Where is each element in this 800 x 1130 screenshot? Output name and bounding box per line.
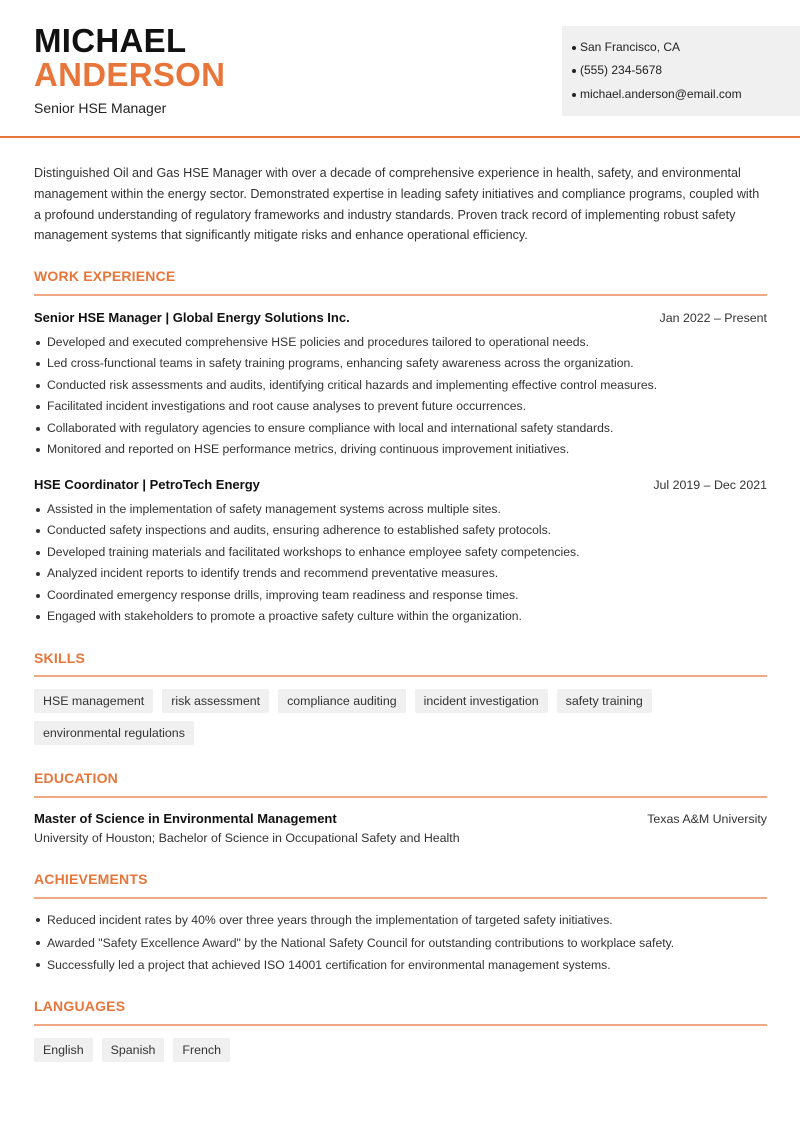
job-title: Senior HSE Manager (34, 100, 167, 116)
skill-tag: safety training (557, 689, 652, 713)
achievement-list (34, 909, 769, 977)
job-title-heading: Senior HSE Manager | Global Energy Solutions Inc. (34, 310, 350, 325)
skill-tag: risk assessment (162, 689, 269, 713)
first-name: MICHAEL (34, 22, 187, 59)
job-bullets (34, 499, 769, 627)
job-dates: Jan 2022 – Present (659, 311, 767, 325)
professional-summary: Distinguished Oil and Gas HSE Manager with over a decade of comprehensive experience in health, safety, and environmental management within the energy sector. Demonstrated expertise in leading safety initiatives and compliance programs, coupled with a profound understanding of regulatory frameworks and industry standards. Proven track record of implementing robust safety management systems that significantly mitigate risks and enhance operational efficiency. (34, 166, 760, 243)
list-item: Developed training materials and facilitated workshops to enhance employee safety competencies. (34, 542, 769, 563)
list-item: Conducted safety inspections and audits, ensuring adherence to established safety protocols. (34, 520, 769, 541)
list-item: Conducted risk assessments and audits, identifying critical hazards and implementing effective control measures. (34, 375, 769, 396)
list-item: Assisted in the implementation of safety management systems across multiple sites. (34, 499, 769, 520)
section-title-languages: LANGUAGES (34, 998, 126, 1014)
list-item: Awarded "Safety Excellence Award" by the National Safety Council for outstanding contributions to workplace safety. (34, 932, 769, 955)
section-title-education: EDUCATION (34, 770, 118, 786)
list-item: Collaborated with regulatory agencies to ensure compliance with local and international safety standards. (34, 418, 769, 439)
section-divider (34, 796, 767, 798)
section-title-skills: SKILLS (34, 650, 85, 666)
language-tag: English (34, 1038, 93, 1062)
job-bullets (34, 332, 769, 460)
skill-tag: HSE management (34, 689, 153, 713)
resume-header (0, 0, 800, 138)
language-tag: French (173, 1038, 230, 1062)
skills-list (34, 689, 769, 745)
list-item: Led cross-functional teams in safety training programs, enhancing safety awareness across the organization. (34, 353, 769, 374)
list-item: Engaged with stakeholders to promote a proactive safety culture within the organization. (34, 606, 769, 627)
contact-email[interactable]: michael.anderson@email.com (580, 87, 742, 101)
education-school: Texas A&M University (647, 812, 767, 826)
section-divider (34, 897, 767, 899)
job-title-heading: HSE Coordinator | PetroTech Energy (34, 477, 260, 492)
list-item: Facilitated incident investigations and root cause analyses to prevent future occurrences. (34, 396, 769, 417)
languages-list (34, 1038, 769, 1062)
section-divider (34, 1024, 767, 1026)
list-item: Analyzed incident reports to identify trends and recommend preventative measures. (34, 563, 769, 584)
section-divider (34, 294, 767, 296)
education-detail: University of Houston; Bachelor of Science in Occupational Safety and Health (34, 831, 460, 845)
section-divider (34, 675, 767, 677)
skill-tag: incident investigation (415, 689, 548, 713)
skill-tag: environmental regulations (34, 721, 194, 745)
list-item: Successfully led a project that achieved ISO 14001 certification for environmental management systems. (34, 954, 769, 977)
contact-box (562, 26, 800, 116)
list-item: Monitored and reported on HSE performance metrics, driving continuous improvement initiatives. (34, 439, 769, 460)
section-title-experience: WORK EXPERIENCE (34, 268, 176, 284)
skill-tag: compliance auditing (278, 689, 406, 713)
list-item: Developed and executed comprehensive HSE policies and procedures tailored to operational needs. (34, 332, 769, 353)
list-item: Coordinated emergency response drills, improving team readiness and response times. (34, 585, 769, 606)
list-item: Reduced incident rates by 40% over three years through the implementation of targeted safety initiatives. (34, 909, 769, 932)
contact-location: San Francisco, CA (580, 40, 681, 54)
section-title-achievements: ACHIEVEMENTS (34, 871, 148, 887)
language-tag: Spanish (102, 1038, 165, 1062)
job-dates: Jul 2019 – Dec 2021 (653, 478, 767, 492)
last-name: ANDERSON (34, 56, 226, 93)
contact-phone: (555) 234-5678 (580, 63, 663, 77)
education-degree: Master of Science in Environmental Management (34, 811, 337, 826)
